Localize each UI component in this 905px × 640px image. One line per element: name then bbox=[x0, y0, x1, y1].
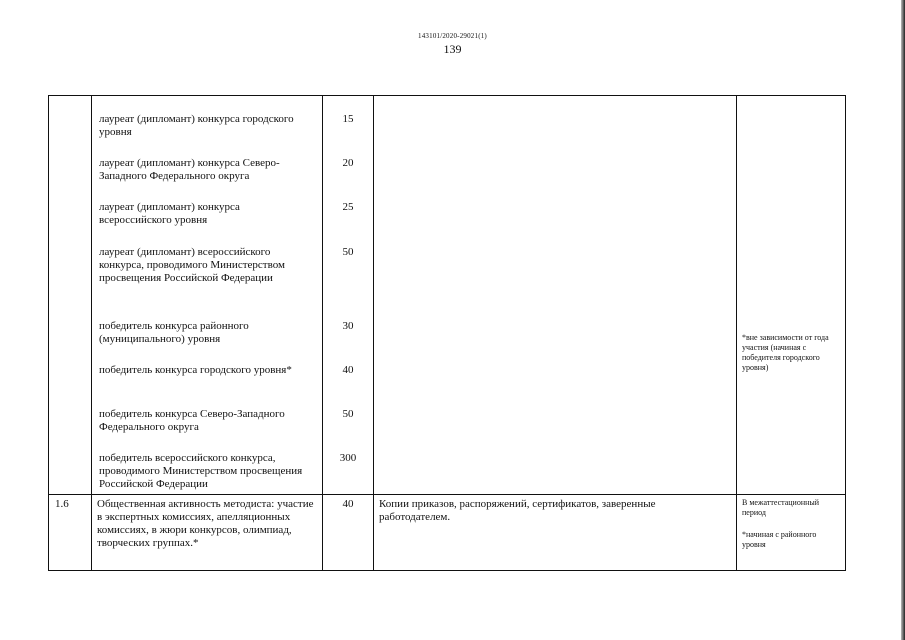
criterion-description: победитель конкурса районного (муниципального) уровня bbox=[99, 320, 249, 345]
criterion-description: лауреат (дипломант) конкурса всероссийского уровня bbox=[99, 201, 240, 226]
criterion-points: 300 bbox=[339, 452, 357, 464]
level-note: *начиная с районного уровня bbox=[742, 530, 817, 549]
criterion-points: 40 bbox=[342, 498, 354, 510]
period-label: В межаттестационный период bbox=[742, 498, 820, 517]
row-number: 1.6 bbox=[55, 498, 69, 510]
column-divider bbox=[91, 96, 92, 570]
criterion-description: лауреат (дипломант) всероссийского конкурса, проводимого Министерством просвещения Российской Федерации bbox=[99, 246, 285, 284]
row-divider bbox=[49, 494, 845, 495]
criterion-description: победитель конкурса городского уровня* bbox=[99, 364, 292, 376]
document-code: 143101/2020-29021(1) bbox=[418, 32, 487, 40]
criterion-description: Общественная активность методиста: участие в экспертных комиссиях, апелляционных комиссиях, в жюри конкурсов, олимпиад, творческих группах.* bbox=[97, 498, 314, 549]
criterion-points: 20 bbox=[342, 157, 354, 169]
scan-edge bbox=[901, 0, 905, 640]
criterion-points: 50 bbox=[342, 246, 354, 258]
criterion-description: победитель конкурса Северо-Западного Федерального округа bbox=[99, 408, 285, 433]
criterion-points: 40 bbox=[342, 364, 354, 376]
criterion-description: лауреат (дипломант) конкурса Северо-Западного Федерального округа bbox=[99, 157, 280, 182]
confirming-documents: Копии приказов, распоряжений, сертификатов, заверенные работодателем. bbox=[379, 498, 656, 523]
participation-note: *вне зависимости от года участия (начиная с победителя городского уровня) bbox=[742, 333, 829, 372]
criterion-description: победитель всероссийского конкурса, проводимого Министерством просвещения Российской Федерации bbox=[99, 452, 303, 490]
criterion-points: 30 bbox=[342, 320, 354, 332]
criterion-points: 50 bbox=[342, 408, 354, 420]
page-number: 139 bbox=[443, 42, 462, 56]
column-divider bbox=[736, 96, 737, 570]
criterion-points: 15 bbox=[342, 113, 354, 125]
criteria-table bbox=[48, 95, 846, 571]
criterion-points: 25 bbox=[342, 201, 354, 213]
criterion-description: лауреат (дипломант) конкурса городского уровня bbox=[99, 113, 294, 138]
column-divider bbox=[373, 96, 374, 570]
